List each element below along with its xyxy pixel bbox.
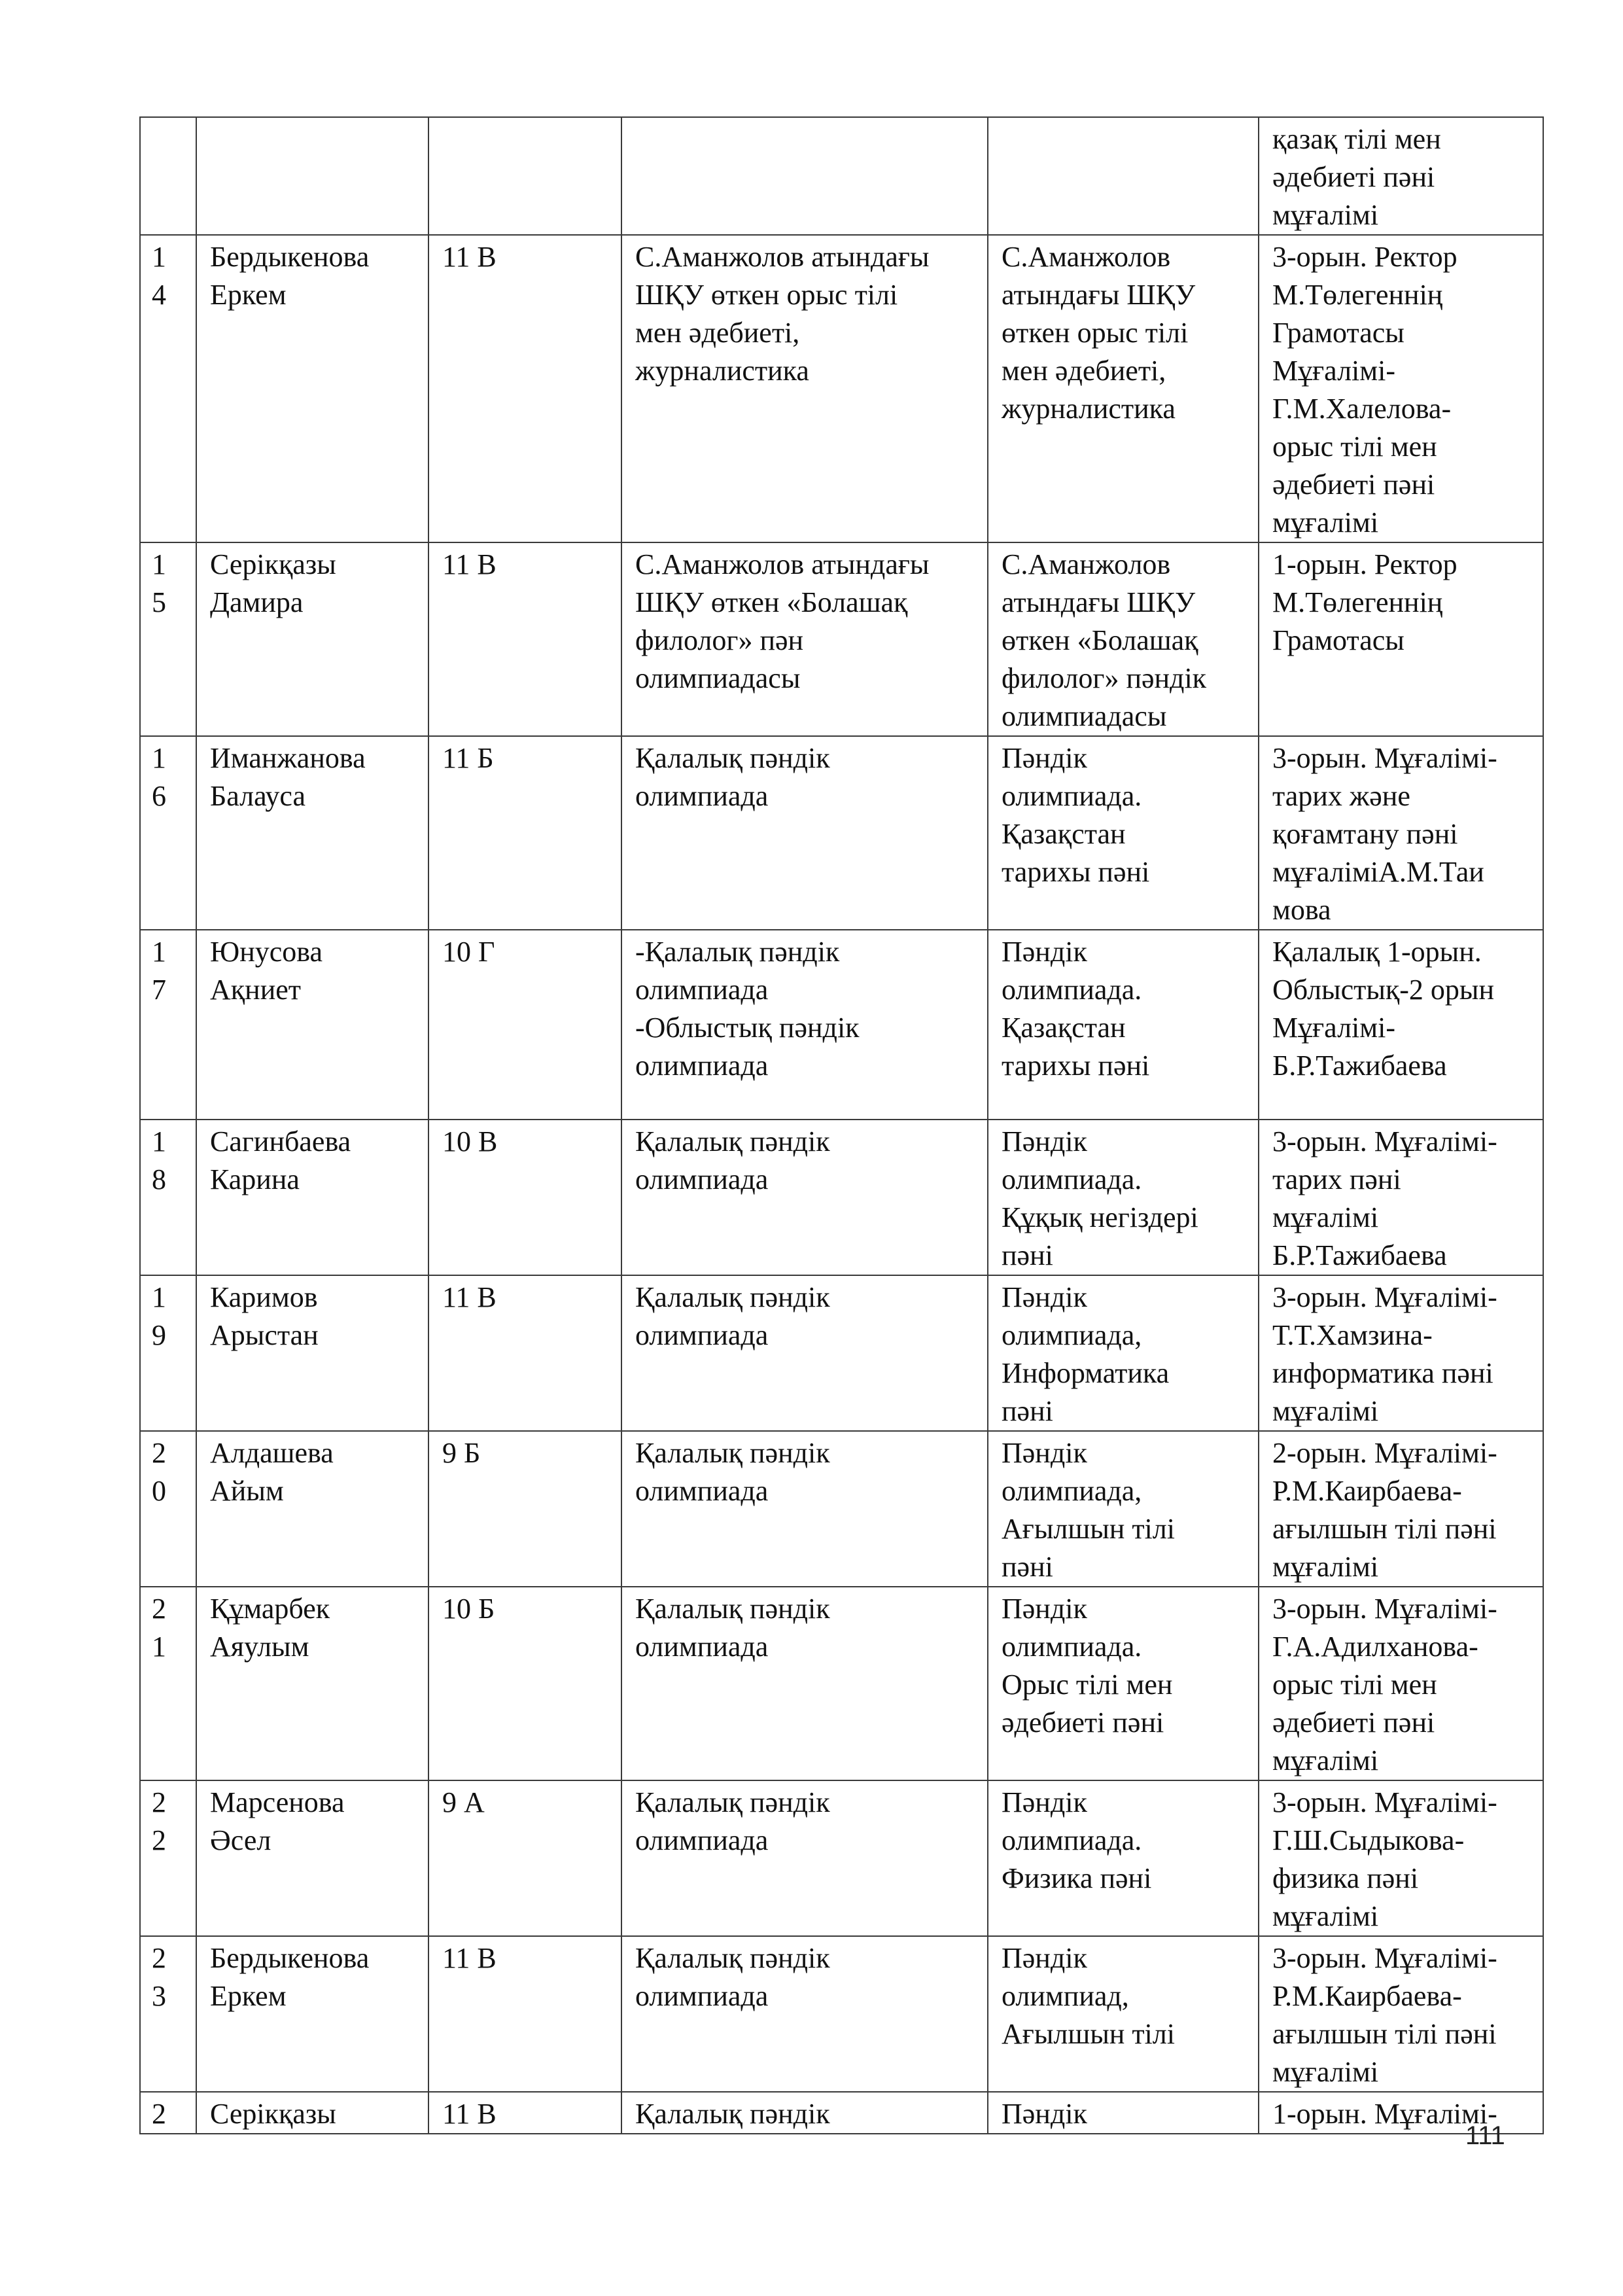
result-and-teacher: 3-орын. Мұғалімі- Т.Т.Хамзина- информатика пәні мұғалімі — [1259, 1275, 1543, 1431]
competition-name — [621, 117, 988, 235]
table-row — [140, 1780, 1543, 1936]
row-number: 1 4 — [140, 235, 196, 542]
row-number — [140, 117, 196, 235]
competition-name: Қалалық пәндік олимпиада — [621, 1120, 988, 1275]
result-and-teacher: 3-орын. Мұғалімі- тарих пәні мұғалімі Б.Р.Тажибаева — [1259, 1120, 1543, 1275]
result-and-teacher: Қалалық 1-орын. Облыстық-2 орын Мұғалімі- Б.Р.Тажибаева — [1259, 930, 1543, 1120]
student-name: Бердыкенова Еркем — [196, 1936, 428, 2092]
result-and-teacher: 1-орын. Мұғалімі- — [1259, 2092, 1543, 2134]
student-grade: 9 А — [428, 1780, 621, 1936]
competition-subject — [988, 117, 1259, 235]
table-row — [140, 1431, 1543, 1587]
row-number: 2 0 — [140, 1431, 196, 1587]
student-name — [196, 117, 428, 235]
table-row — [140, 117, 1543, 235]
row-number: 1 7 — [140, 930, 196, 1120]
competition-subject: Пәндік олимпиада, Информатика пәні — [988, 1275, 1259, 1431]
student-name: Құмарбек Аяулым — [196, 1587, 428, 1780]
competition-subject: Пәндік олимпиада. Орыс тілі мен әдебиеті пәні — [988, 1587, 1259, 1780]
page-number: 111 — [1465, 2121, 1505, 2150]
row-number: 1 6 — [140, 736, 196, 930]
competition-name: -Қалалық пәндік олимпиада -Облыстық пәндік олимпиада — [621, 930, 988, 1120]
student-grade: 10 Б — [428, 1587, 621, 1780]
result-and-teacher: 3-орын. Мұғалімі- Г.Ш.Сыдыкова- физика пәні мұғалімі — [1259, 1780, 1543, 1936]
student-grade: 11 В — [428, 2092, 621, 2134]
competition-subject: Пәндік олимпиада. Қазақстан тарихы пәні — [988, 736, 1259, 930]
table-row — [140, 930, 1543, 1120]
result-and-teacher: 3-орын. Мұғалімі- Р.М.Каирбаева- ағылшын тілі пәні мұғалімі — [1259, 1936, 1543, 2092]
table-row — [140, 1275, 1543, 1431]
results-table — [139, 116, 1544, 2134]
table-row — [140, 542, 1543, 736]
competition-name: Қалалық пәндік олимпиада — [621, 1587, 988, 1780]
competition-subject: Пәндік олимпиада. Қазақстан тарихы пәні — [988, 930, 1259, 1120]
competition-subject: Пәндік олимпиада. Физика пәні — [988, 1780, 1259, 1936]
row-number: 2 3 — [140, 1936, 196, 2092]
competition-subject: Пәндік — [988, 2092, 1259, 2134]
result-and-teacher: 3-орын. Мұғалімі- Г.А.Адилханова- орыс тілі мен әдебиеті пәні мұғалімі — [1259, 1587, 1543, 1780]
student-name: Марсенова Әсел — [196, 1780, 428, 1936]
student-name: Бердыкенова Еркем — [196, 235, 428, 542]
student-grade: 11 Б — [428, 736, 621, 930]
competition-name: Қалалық пәндік олимпиада — [621, 1431, 988, 1587]
table-row — [140, 736, 1543, 930]
student-name: Серікқазы — [196, 2092, 428, 2134]
competition-name: Қалалық пәндік олимпиада — [621, 736, 988, 930]
result-and-teacher: қазақ тілі мен әдебиеті пәні мұғалімі — [1259, 117, 1543, 235]
competition-name: Қалалық пәндік — [621, 2092, 988, 2134]
student-name: Серікқазы Дамира — [196, 542, 428, 736]
result-and-teacher: 1-орын. Ректор М.Төлегеннің Грамотасы — [1259, 542, 1543, 736]
competition-name: Қалалық пәндік олимпиада — [621, 1780, 988, 1936]
result-and-teacher: 2-орын. Мұғалімі- Р.М.Каирбаева- ағылшын тілі пәні мұғалімі — [1259, 1431, 1543, 1587]
student-grade: 11 В — [428, 1936, 621, 2092]
competition-subject: Пәндік олимпиад, Ағылшын тілі — [988, 1936, 1259, 2092]
student-grade: 9 Б — [428, 1431, 621, 1587]
student-grade: 11 В — [428, 235, 621, 542]
table-row — [140, 1120, 1543, 1275]
competition-name: С.Аманжолов атындағы ШҚУ өткен «Болашақ филолог» пән олимпиадасы — [621, 542, 988, 736]
competition-name: Қалалық пәндік олимпиада — [621, 1275, 988, 1431]
competition-subject: Пәндік олимпиада. Құқық негіздері пәні — [988, 1120, 1259, 1275]
table-row — [140, 1587, 1543, 1780]
competition-name: Қалалық пәндік олимпиада — [621, 1936, 988, 2092]
table-row — [140, 2092, 1543, 2134]
student-name: Алдашева Айым — [196, 1431, 428, 1587]
row-number: 2 2 — [140, 1780, 196, 1936]
student-grade: 10 Г — [428, 930, 621, 1120]
row-number: 1 8 — [140, 1120, 196, 1275]
row-number: 1 5 — [140, 542, 196, 736]
student-grade — [428, 117, 621, 235]
table-row — [140, 235, 1543, 542]
competition-name: С.Аманжолов атындағы ШҚУ өткен орыс тілі мен әдебиеті, журналистика — [621, 235, 988, 542]
competition-subject: С.Аманжолов атындағы ШҚУ өткен орыс тілі мен әдебиеті, журналистика — [988, 235, 1259, 542]
student-grade: 11 В — [428, 542, 621, 736]
row-number: 2 1 — [140, 1587, 196, 1780]
result-and-teacher: 3-орын. Мұғалімі- тарих және қоғамтану пәні мұғаліміА.М.Таи мова — [1259, 736, 1543, 930]
student-name: Юнусова Ақниет — [196, 930, 428, 1120]
student-name: Иманжанова Балауса — [196, 736, 428, 930]
competition-subject: С.Аманжолов атындағы ШҚУ өткен «Болашақ филолог» пәндік олимпиадасы — [988, 542, 1259, 736]
student-grade: 10 В — [428, 1120, 621, 1275]
table-row — [140, 1936, 1543, 2092]
student-name: Каримов Арыстан — [196, 1275, 428, 1431]
row-number: 2 — [140, 2092, 196, 2134]
row-number: 1 9 — [140, 1275, 196, 1431]
table-body — [140, 117, 1543, 2134]
competition-subject: Пәндік олимпиада, Ағылшын тілі пәні — [988, 1431, 1259, 1587]
student-grade: 11 В — [428, 1275, 621, 1431]
student-name: Сагинбаева Карина — [196, 1120, 428, 1275]
result-and-teacher: 3-орын. Ректор М.Төлегеннің Грамотасы Мұғалімі- Г.М.Халелова- орыс тілі мен әдебиеті пәні мұғалімі — [1259, 235, 1543, 542]
